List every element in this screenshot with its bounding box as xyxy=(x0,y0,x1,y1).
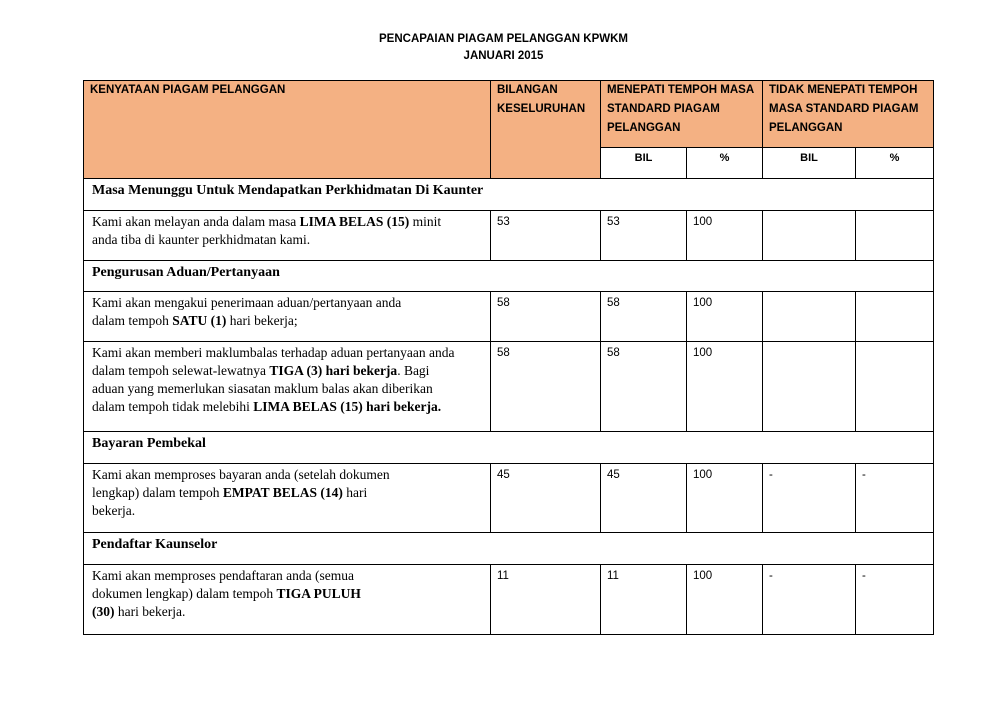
document-title: PENCAPAIAN PIAGAM PELANGGAN KPWKM xyxy=(379,33,628,45)
statement-line xyxy=(92,380,482,398)
section-label: Pengurusan Aduan/Pertanyaan xyxy=(84,261,934,292)
statement-text: Kami akan memberi maklumbalas terhadap aduan pertanyaan anda xyxy=(92,345,455,360)
met-count-cell: 11 xyxy=(601,565,687,635)
statement-line xyxy=(92,312,482,330)
header-met-bil: BIL xyxy=(601,148,687,179)
statement-bold-text: LIMA BELAS (15) xyxy=(299,214,410,229)
statement-line xyxy=(92,398,482,416)
statement-bold-text: TIGA PULUH xyxy=(276,586,361,601)
statement-cell xyxy=(84,565,491,635)
total-count-cell: 53 xyxy=(491,211,601,261)
table-row xyxy=(84,464,934,533)
met-percent-cell: 100 xyxy=(687,565,763,635)
met-percent-cell: 100 xyxy=(687,292,763,342)
statement-line xyxy=(92,603,482,621)
met-percent-cell: 100 xyxy=(687,464,763,533)
not-met-count-cell xyxy=(763,292,856,342)
not-met-percent-cell xyxy=(856,211,934,261)
statement-text: hari bekerja. xyxy=(114,604,186,619)
statement-bold-text: LIMA BELAS (15) hari bekerja. xyxy=(253,399,442,414)
met-percent-cell: 100 xyxy=(687,342,763,432)
statement-line xyxy=(92,502,482,520)
header-total: BILANGAN KESELURUHAN xyxy=(491,81,601,179)
statement-text: . Bagi xyxy=(397,363,430,378)
statement-text: dalam tempoh tidak melebihi xyxy=(92,399,254,414)
met-count-cell: 58 xyxy=(601,292,687,342)
statement-text: hari xyxy=(342,485,368,500)
statement-bold-text: (30) xyxy=(92,604,115,619)
statement-text: minit xyxy=(409,214,442,229)
not-met-percent-cell: - xyxy=(856,464,934,533)
statement-text: bekerja. xyxy=(92,503,136,518)
statement-text: Kami akan memproses bayaran anda (setelah dokumen xyxy=(92,467,390,482)
statement-cell xyxy=(84,292,491,342)
document-subtitle: JANUARI 2015 xyxy=(463,50,544,62)
met-percent-cell: 100 xyxy=(687,211,763,261)
statement-line xyxy=(92,466,482,484)
total-count-cell: 45 xyxy=(491,464,601,533)
header-not-met-bil: BIL xyxy=(763,148,856,179)
statement-line xyxy=(92,294,482,312)
statement-line xyxy=(92,213,482,231)
statement-text: lengkap) dalam tempoh xyxy=(92,485,223,500)
statement-bold-text: TIGA (3) hari bekerja xyxy=(269,363,398,378)
statement-text: aduan yang memerlukan siasatan maklum balas akan diberikan xyxy=(92,381,433,396)
met-count-cell: 53 xyxy=(601,211,687,261)
header-not-met-pct: % xyxy=(856,148,934,179)
not-met-count-cell: - xyxy=(763,464,856,533)
not-met-percent-cell: - xyxy=(856,565,934,635)
statement-line xyxy=(92,484,482,502)
not-met-count-cell xyxy=(763,342,856,432)
statement-bold-text: SATU (1) xyxy=(172,313,227,328)
statement-line xyxy=(92,344,482,362)
statement-text: anda tiba di kaunter perkhidmatan kami. xyxy=(92,232,311,247)
table-row xyxy=(84,565,934,635)
statement-text: dokumen lengkap) dalam tempoh xyxy=(92,586,277,601)
statement-text: Kami akan mengakui penerimaan aduan/pertanyaan anda xyxy=(92,295,402,310)
statement-line xyxy=(92,585,482,603)
section-label: Pendaftar Kaunselor xyxy=(84,533,934,565)
total-count-cell: 58 xyxy=(491,342,601,432)
not-met-count-cell: - xyxy=(763,565,856,635)
section-row xyxy=(84,432,934,464)
statement-text: dalam tempoh selewat-lewatnya xyxy=(92,363,270,378)
header-statement: KENYATAAN PIAGAM PELANGGAN xyxy=(84,81,491,179)
table-row xyxy=(84,211,934,261)
met-count-cell: 58 xyxy=(601,342,687,432)
header-met-pct: % xyxy=(687,148,763,179)
statement-cell xyxy=(84,464,491,533)
total-count-cell: 58 xyxy=(491,292,601,342)
statement-bold-text: EMPAT BELAS (14) xyxy=(222,485,343,500)
section-row xyxy=(84,261,934,292)
section-row xyxy=(84,533,934,565)
customer-charter-table xyxy=(83,80,934,635)
statement-text: Kami akan memproses pendaftaran anda (semua xyxy=(92,568,355,583)
statement-cell xyxy=(84,342,491,432)
section-label: Masa Menunggu Untuk Mendapatkan Perkhidmatan Di Kaunter xyxy=(84,179,934,211)
statement-text: dalam tempoh xyxy=(92,313,173,328)
statement-text: hari bekerja; xyxy=(226,313,298,328)
statement-line xyxy=(92,362,482,380)
not-met-percent-cell xyxy=(856,292,934,342)
statement-line xyxy=(92,567,482,585)
not-met-percent-cell xyxy=(856,342,934,432)
not-met-count-cell xyxy=(763,211,856,261)
statement-text: Kami akan melayan anda dalam masa xyxy=(92,214,300,229)
met-count-cell: 45 xyxy=(601,464,687,533)
table-row xyxy=(84,292,934,342)
section-label: Bayaran Pembekal xyxy=(84,432,934,464)
table-row xyxy=(84,342,934,432)
statement-cell xyxy=(84,211,491,261)
section-row xyxy=(84,179,934,211)
header-met: MENEPATI TEMPOH MASA STANDARD PIAGAM PELANGGAN xyxy=(601,81,763,148)
total-count-cell: 11 xyxy=(491,565,601,635)
header-not-met: TIDAK MENEPATI TEMPOH MASA STANDARD PIAGAM PELANGGAN xyxy=(763,81,934,148)
statement-line xyxy=(92,231,482,249)
